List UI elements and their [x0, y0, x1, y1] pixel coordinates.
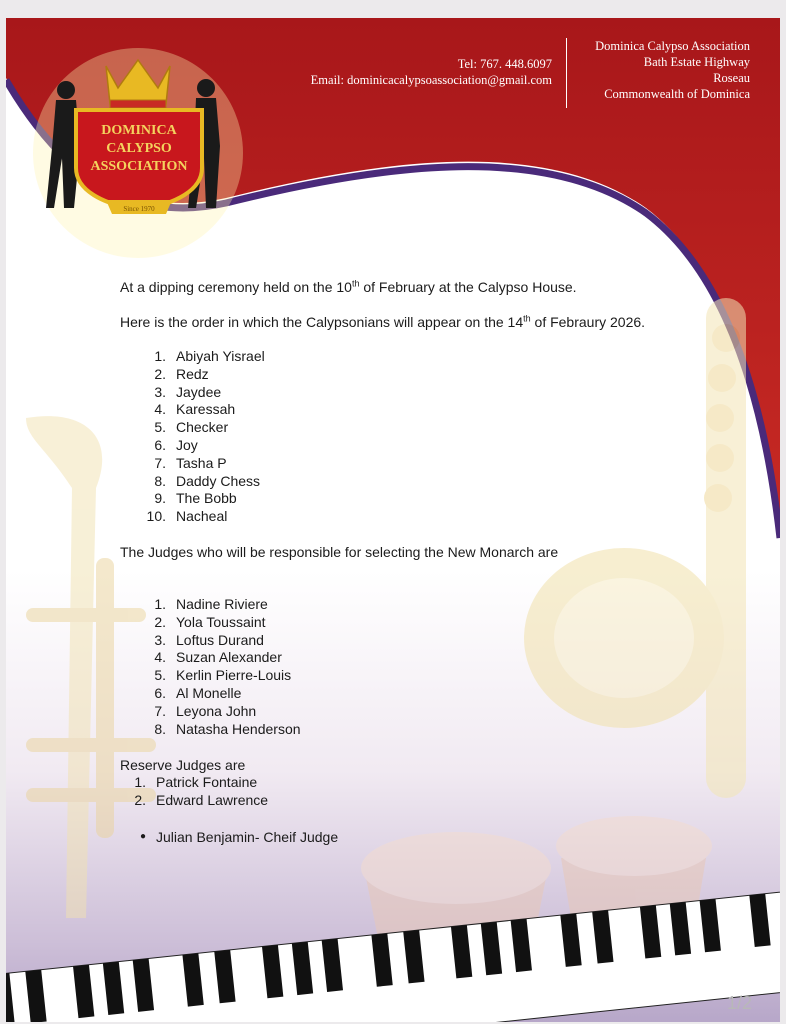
association-logo [33, 48, 243, 258]
logo-line-3: ASSOCIATION [90, 159, 188, 174]
logo-line-2: CALYPSO [106, 141, 172, 156]
address-line: Bath Estate Highway [643, 55, 750, 69]
list-item: 4. Suzan Alexander [154, 649, 282, 666]
order-paragraph: Here is the order in which the Calypsonians will appear on the 14th of Febraury 2026. [120, 313, 646, 330]
list-item: 10. Nacheal [146, 508, 228, 525]
list-item: 8. Natasha Henderson [154, 720, 301, 737]
list-item: 6. Joy [154, 436, 198, 453]
list-item: 3. Loftus Durand [154, 631, 264, 648]
list-item: 2. Edward Lawrence [134, 792, 269, 809]
list-item: 1. Nadine Riviere [154, 595, 268, 612]
list-item: 3. Jaydee [154, 383, 222, 400]
reserve-heading: Reserve Judges are [120, 757, 246, 774]
list-item: 4. Karessah [154, 401, 236, 418]
judges-heading: The Judges who will be responsible for selecting the New Monarch are [120, 543, 559, 560]
list-item: 7. Tasha P [154, 454, 227, 471]
list-item: 2. Redz [154, 365, 209, 382]
list-item: 1. Abiyah Yisrael [154, 348, 265, 364]
address-line: Roseau [713, 71, 750, 85]
bullet-icon: ● [139, 830, 146, 842]
calypsonian-list [140, 348, 680, 526]
list-item: 8. Daddy Chess [154, 472, 261, 489]
list-item: 2. Yola Toussaint [154, 613, 266, 630]
logo-since: Since 1970 [123, 205, 155, 213]
judges-list [140, 596, 680, 738]
contact-info [311, 56, 552, 88]
header-divider [566, 38, 567, 108]
intro-paragraph: At a dipping ceremony held on the 10th of February at the Calypso House. [120, 278, 577, 295]
address-line: Commonwealth of Dominica [604, 87, 750, 101]
chief-judge-list [120, 828, 680, 846]
list-item: 5. Checker [154, 419, 229, 436]
letterhead-page [6, 18, 780, 1022]
list-item: 1. Patrick Fontaine [134, 774, 258, 791]
list-item: 9. The Bobb [154, 490, 237, 507]
logo-line-1: DOMINICA [101, 123, 177, 138]
chief-judge: Julian Benjamin- Cheif Judge [156, 828, 339, 845]
email-address: Email: dominicacalypsoassociation@gmail.com [310, 73, 552, 87]
postal-address [578, 38, 750, 102]
list-item: 6. Al Monelle [154, 684, 242, 701]
list-item: 7. Leyona John [154, 702, 257, 719]
letter-body [120, 278, 680, 846]
page-number: 1/2 [726, 993, 752, 1013]
list-item [120, 828, 680, 846]
reserve-list [120, 774, 680, 810]
list-item: 5. Kerlin Pierre-Louis [154, 667, 292, 684]
phone-number: Tel: 767. 448.6097 [457, 57, 552, 71]
address-line: Dominica Calypso Association [595, 39, 750, 53]
